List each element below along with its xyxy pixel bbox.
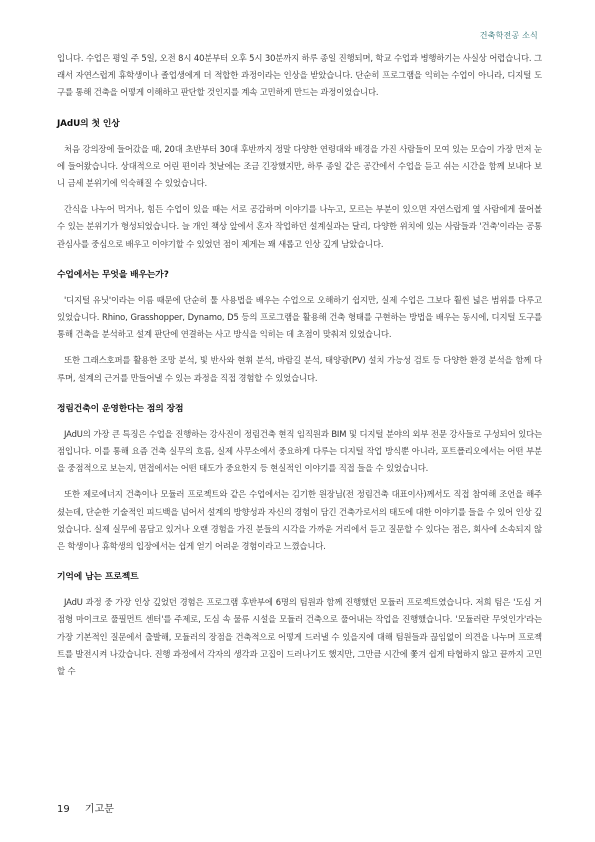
page-footer xyxy=(57,800,114,815)
paragraph: 또한 제로에너지 건축이나 모듈러 프로젝트와 같은 수업에서는 김기한 원장님(전 정림건축 대표이사)께서도 직접 참여해 조언을 해주셨는데, 단순한 기술적인 피드백을 넘어서 설계의 방향성과 자신의 경험이 담긴 건축가로서의 태도에 대한 이야기를 들을 수 있어 인상 깊었습니다. 실제 실무에 몸담고 있거나 오랜 경험을 가진 분들의 시각을 가까운 거리에서 듣고 질문할 수 있다는 점은, 회사에 소속되지 않은 학생이나 휴학생의 입장에서는 쉽게 얻기 어려운 경험이라고 느꼈습니다. xyxy=(57,489,542,552)
paragraph: 처음 강의장에 들어갔을 때, 20대 초반부터 30대 후반까지 정말 다양한 연령대와 배경을 가진 사람들이 모여 있는 모습이 가장 먼저 눈에 들어왔습니다. 상대적으로 어린 편이라 첫날에는 조금 긴장했지만, 하루 종일 같은 공간에서 수업을 듣고 쉬는 시간을 함께 보내다 보니 금세 분위기에 익숙해질 수 있었습니다. xyxy=(57,143,542,189)
paragraph: '디지털 유닛'이라는 이름 때문에 단순히 툴 사용법을 배우는 수업으로 오해하기 쉽지만, 실제 수업은 그보다 훨씬 넓은 범위를 다루고 있었습니다. Rhino, Grasshopper, Dynamo, D5 등의 프로그램을 활용해 건축 형태를 구현하는 방법을 배우는 동시에, 디지털 도구를 통해 건축을 분석하고 설계 판단에 연결하는 사고 방식을 익히는 데 초점이 맞춰져 있었습니다. xyxy=(57,294,542,340)
section-heading: JAdU의 첫 인상 xyxy=(57,118,120,129)
section-heading: 정림건축이 운영한다는 점의 장점 xyxy=(57,403,184,414)
paragraph: JAdU의 가장 큰 특징은 수업을 진행하는 강사진이 정림건축 현직 임직원과 BIM 및 디지털 분야의 외부 전문 강사들로 구성되어 있다는 점입니다. 이를 통해 요즘 건축 실무의 흐름, 실제 사무소에서 중요하게 다루는 디지털 작업 방식뿐 아니라, 포트폴리오에서는 어떤 부분을 중점적으로 보는지, 면접에서는 어떤 태도가 중요한지 등 현실적인 이야기를 직접 들을 수 있었습니다. xyxy=(57,428,542,474)
paragraph: 또한 그래스호퍼를 활용한 조망 분석, 빛 반사와 현휘 분석, 바람길 분석, 태양광(PV) 설치 가능성 검토 등 다양한 환경 분석을 함께 다루며, 설계의 근거를 만들어낼 수 있는 과정을 직접 경험할 수 있었습니다. xyxy=(57,355,542,383)
page-number: 19 xyxy=(57,804,70,815)
section-heading: 기억에 남는 프로젝트 xyxy=(57,572,139,583)
section-heading: 수업에서는 무엇을 배우는가? xyxy=(57,269,169,280)
paragraph: 간식을 나누어 먹거나, 힘든 수업이 있을 때는 서로 공감하며 이야기를 나누고, 모르는 부분이 있으면 자연스럽게 옆 사람에게 물어볼 수 있는 분위기가 형성되었습니다. 늘 개인 책상 앞에서 혼자 작업하던 설계실과는 달리, 다양한 위치에 있는 사람들과 '건축'이라는 공통 관심사를 중심으로 배우고 이야기할 수 있었던 점이 제게는 꽤 새롭고 인상 깊게 남았습니다. xyxy=(57,204,542,249)
paragraph: 입니다. 수업은 평일 주 5일, 오전 8시 40분부터 오후 5시 30분까지 하루 종일 진행되며, 학교 수업과 병행하기는 사실상 어렵습니다. 그래서 자연스럽게 휴학생이나 졸업생에게 더 적합한 과정이라는 인상을 받았습니다. 단순히 프로그램을 익히는 수업이 아니라, 디지털 도구를 통해 건축을 어떻게 이해하고 판단할 것인지를 계속 고민하게 만드는 과정이었습니다. xyxy=(57,53,542,98)
article-body xyxy=(57,50,542,689)
footer-label: 기고문 xyxy=(84,804,114,815)
paragraph: JAdU 과정 중 가장 인상 깊었던 경험은 프로그램 후반부에 6명의 팀원과 함께 진행했던 모듈러 프로젝트였습니다. 저희 팀은 '도심 거점형 마이크로 풀필먼트 센터'를 주제로, 도심 속 물류 시설을 모듈러 건축으로 풀어내는 작업을 진행했습니다. '모듈러란 무엇인가'라는 가장 기본적인 질문에서 출발해, 모듈러의 장점을 건축적으로 어떻게 드러낼 수 있을지에 대해 팀원들과 끊임없이 의견을 나누며 프로젝트를 발전시켜 나갔습니다. 진행 과정에서 각자의 생각과 고집이 드러나기도 했지만, 그만큼 시간에 쫓겨 쉽게 타협하지 않고 끝까지 고민할 수 xyxy=(57,597,542,677)
section-header: 건축학전공 소식 xyxy=(479,31,538,40)
